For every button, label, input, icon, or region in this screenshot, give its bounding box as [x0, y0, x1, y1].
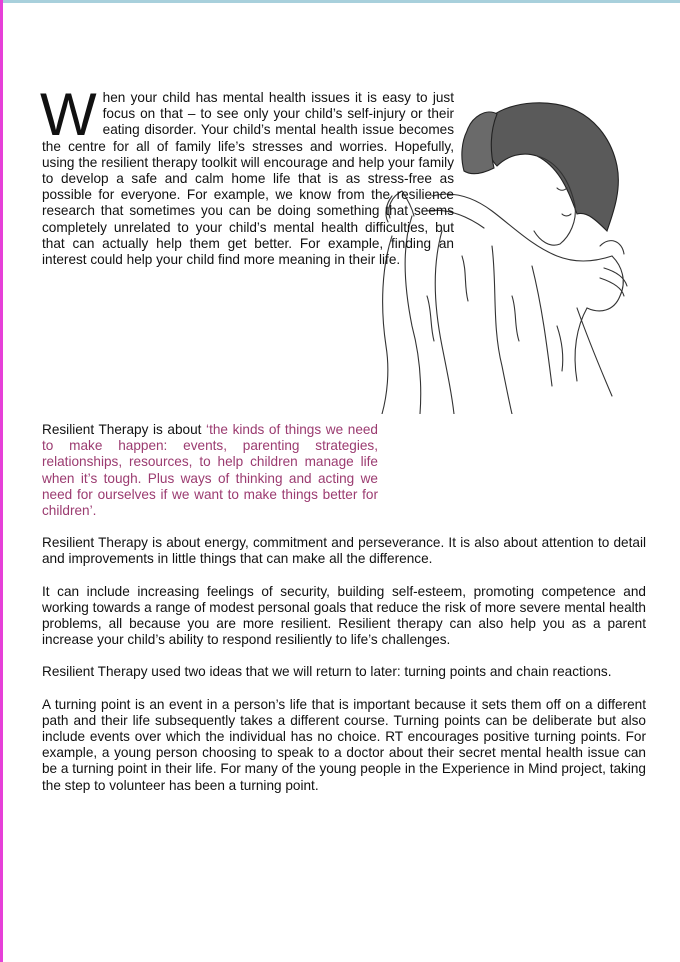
- rt-definition-paragraph: [42, 422, 378, 519]
- page-top-rule: [3, 0, 680, 3]
- paragraph-security: It can include increasing feelings of security, building self-esteem, promoting competence and working towards a range of modest personal goals that reduce the risk of more severe mental health problems, all because you are more resilient. Resilient therapy can also help you as a parent increase your child’s ability to respond resiliently to life’s challenges.: [42, 583, 646, 648]
- drop-cap: W: [40, 81, 97, 148]
- intro-paragraph: [40, 81, 454, 268]
- paragraph-energy: Resilient Therapy is about energy, commitment and perseverance. It is also about attention to detail and improvements in little things that can make all the difference.: [42, 535, 646, 567]
- paragraph-two-ideas: Resilient Therapy used two ideas that we will return to later: turning points and chain reactions.: [42, 664, 612, 680]
- rt-definition-quote: ‘the kinds of things we need to make happen: events, parenting strategies, relationships, resources, to help children manage life when it’s tough. Plus ways of thinking and acting we need for ourselves if we want to make things better for children’.: [42, 422, 378, 519]
- paragraph-turning-point: A turning point is an event in a person’s life that is important because it sets them off on a different path and their life subsequently takes a different course. Turning points can be deliberate but also include events over which the individual has no choice. RT encourages positive turning points. For example, a young person choosing to speak to a doctor about their secret mental health issue can be a turning point in their life. For many of the young people in the Experience in Mind project, taking the step to volunteer has been a turning point.: [42, 696, 646, 793]
- intro-block: [40, 81, 646, 422]
- page-edge-accent: [0, 0, 3, 962]
- article-body: [40, 81, 646, 794]
- intro-text: hen your child has mental health issues it is easy to just focus on that – to see only your child’s self-injury or their eating disorder. Your child’s mental health issue becomes the centre for all of family life’s stresses and worries. Hopefully, using the resilient therapy toolkit will encourage and help your family to develop a safe and calm home life that is as stress-free as possible for everyone. For example, we know from the resilience research that sometimes you can be doing something that seems completely unrelated to your child’s mental health difficulties, but that can actually help them get better. For example, finding an interest could help your child find more meaning in their life.: [42, 90, 454, 268]
- rt-definition-lead: Resilient Therapy is about: [42, 422, 207, 437]
